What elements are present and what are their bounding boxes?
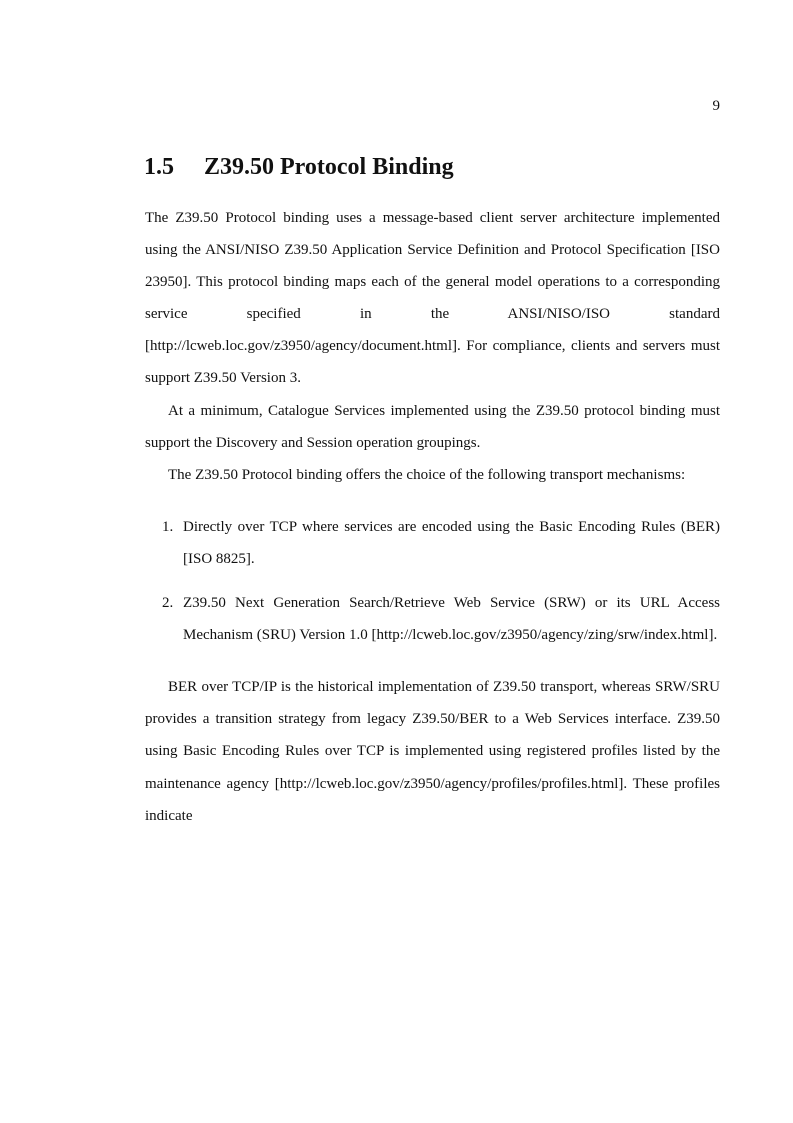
paragraph-transport: The Z39.50 Protocol binding offers the choice of the following transport mechanisms: xyxy=(168,466,686,483)
paragraph-minimum: At a minimum, Catalogue Services implemented using the Z39.50 protocol binding must support the Discovery and Session operation groupings. xyxy=(145,402,720,451)
section-title: Z39.50 Protocol Binding xyxy=(204,154,454,180)
section-heading xyxy=(144,154,454,181)
list-marker: 1. xyxy=(162,518,174,535)
section-number: 1.5 xyxy=(144,154,174,180)
list-item-text: Z39.50 Next Generation Search/Retrieve Web Service (SRW) or its URL Access Mechanism (SRU) Version 1.0 [http://lcweb.loc.gov/z3950/agency/zing/srw/index.html]. xyxy=(183,595,720,644)
body-text xyxy=(145,202,720,832)
list-marker: 2. xyxy=(162,595,174,612)
page-number: 9 xyxy=(712,98,720,114)
paragraph-intro: The Z39.50 Protocol binding uses a message-based client server architecture implemented using the ANSI/NISO Z39.50 Application Service Definition and Protocol Specification [ISO 23950]. This protocol binding maps each of the general model operations to a corresponding service specified in the ANSI/NISO/ISO standard [http://lcweb.loc.gov/z3950/agency/document.html]. For compliance, clients and servers must support Z39.50 Version 3. xyxy=(145,210,720,387)
paragraph-closing: BER over TCP/IP is the historical implementation of Z39.50 transport, whereas SRW/SRU provides a transition strategy from legacy Z39.50/BER to a Web Services interface. Z39.50 using Basic Encoding Rules over TCP is implemented using registered profiles listed by the maintenance agency [http://lcweb.loc.gov/z3950/agency/profiles/profiles.html]. These profiles indicate xyxy=(145,679,720,824)
list-item xyxy=(145,511,720,575)
list-item xyxy=(145,587,720,651)
list-item-text: Directly over TCP where services are encoded using the Basic Encoding Rules (BER) [ISO 8825]. xyxy=(183,518,720,567)
transport-list xyxy=(145,511,720,651)
